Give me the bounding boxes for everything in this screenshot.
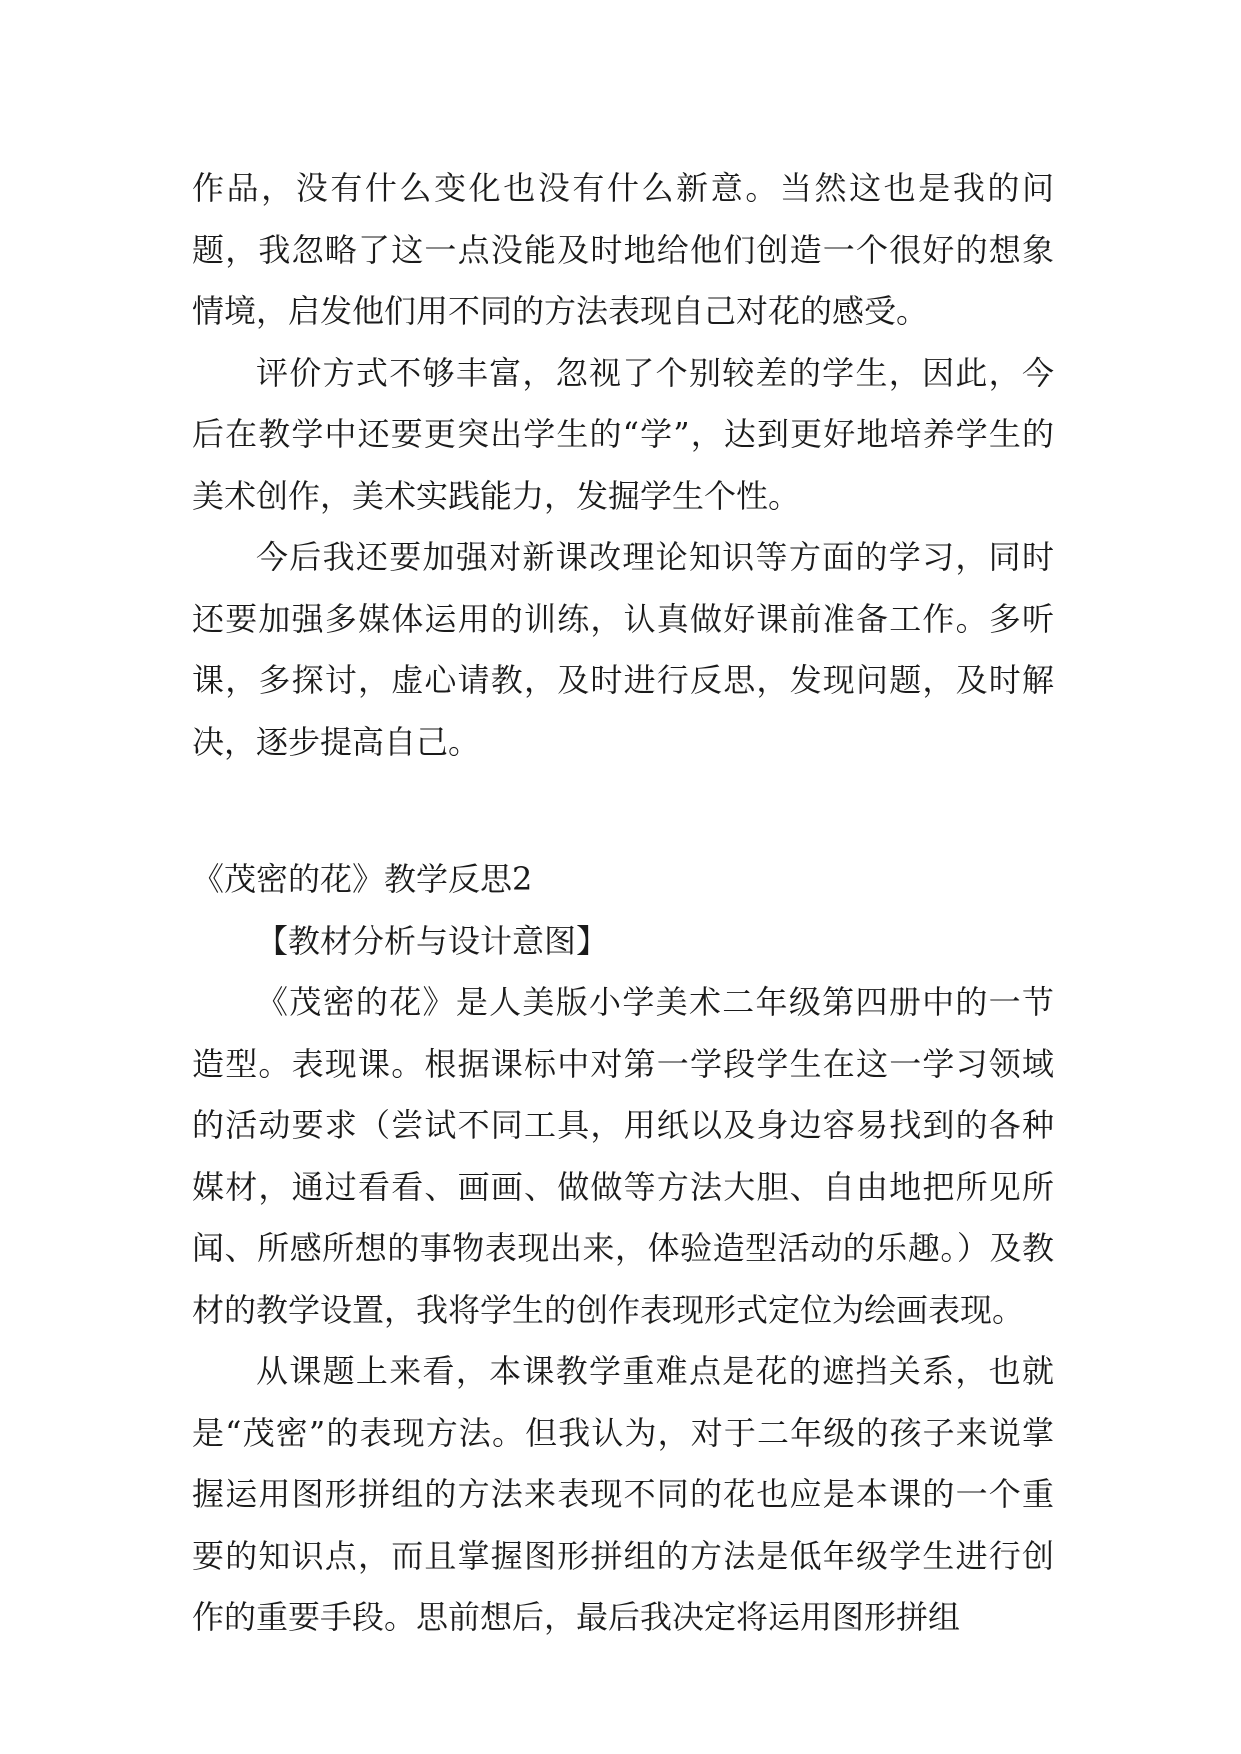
- paragraph-material-analysis: 《茂密的花》是人美版小学美术二年级第四册中的一节造型。表现课。根据课标中对第一学段学生在这一学习领域的活动要求（尝试不同工具，用纸以及身边容易找到的各种媒材，通过看看、画画、做做等方法大胆、自由地把所见所闻、所感所想的事物表现出来，体验造型活动的乐趣。）及教材的教学设置，我将学生的创作表现形式定位为绘画表现。: [192, 983, 1054, 1329]
- paragraph-evaluation: 评价方式不够丰富，忽视了个别较差的学生，因此，今后在教学中还要更突出学生的“学”，达到更好地培养学生的美术创作，美术实践能力，发掘学生个性。: [192, 353, 1054, 515]
- paragraph-future-plans: 今后我还要加强对新课改理论知识等方面的学习，同时还要加强多媒体运用的训练，认真做好课前准备工作。多听课，多探讨，虚心请教，及时进行反思，发现问题，及时解决，逐步提高自己。: [192, 538, 1054, 761]
- section-title: 《茂密的花》教学反思2: [192, 860, 533, 898]
- section-subheading: 【教材分析与设计意图】: [256, 921, 609, 960]
- paragraph-key-points: 从课题上来看，本课教学重难点是花的遮挡关系，也就是“茂密”的表现方法。但我认为，对于二年级的孩子来说掌握运用图形拼组的方法来表现不同的花也应是本课的一个重要的知识点，而且掌握图形拼组的方法是低年级学生进行创作的重要手段。思前想后，最后我决定将运用图形拼组: [192, 1352, 1054, 1636]
- paragraph-continuation: 作品，没有什么变化也没有什么新意。当然这也是我的问题，我忽略了这一点没能及时地给他们创造一个很好的想象情境，启发他们用不同的方法表现自己对花的感受。: [192, 169, 1054, 330]
- document-page: [192, 158, 1054, 1649]
